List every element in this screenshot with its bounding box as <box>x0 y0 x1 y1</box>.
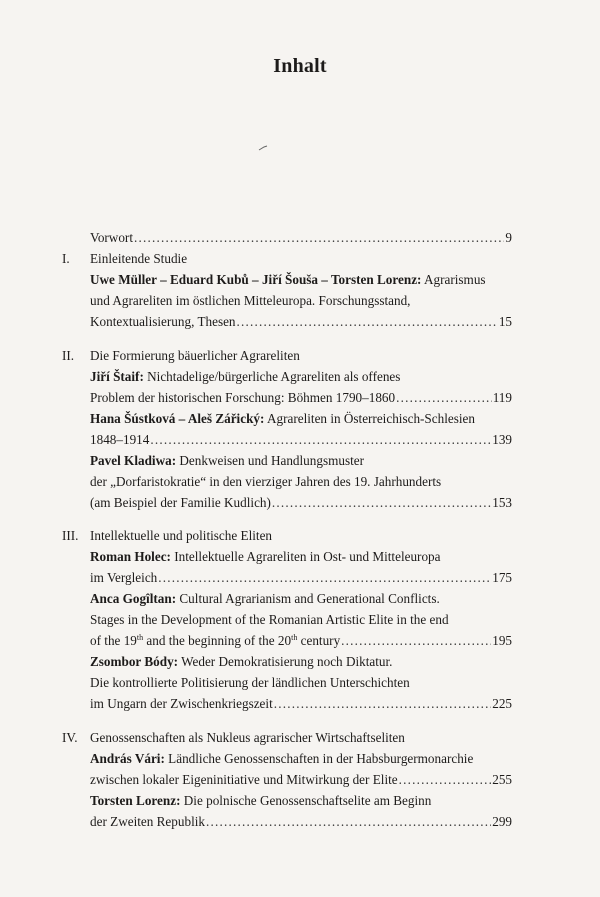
entry-authors: Torsten Lorenz: <box>90 793 181 808</box>
page-number: 153 <box>492 495 512 510</box>
toc-entry-line[interactable]: im Ungarn der Zwischenkriegszeit ..... 225 <box>90 695 512 713</box>
section-numeral: III. <box>62 528 79 543</box>
page-number: 119 <box>492 390 512 405</box>
entry-authors: Zsombor Bódy: <box>90 654 179 669</box>
section-numeral: IV. <box>62 730 78 745</box>
page-number: 299 <box>492 814 512 829</box>
page-number: 139 <box>492 432 512 447</box>
entry-authors: András Vári: <box>90 751 165 766</box>
page-number: 15 <box>498 314 512 329</box>
toc-entry-line[interactable]: Uwe Müller – Eduard Kubů – Jiří Šouša – Torsten Lorenz: Agrarismus <box>90 272 486 287</box>
toc-entry-line[interactable]: Kontextualisierung, Thesen ..... 15 <box>90 313 512 331</box>
page-number: 9 <box>505 230 512 245</box>
toc-entry-line[interactable]: 1848–1914 ..... 139 <box>90 431 512 449</box>
entry-authors: Pavel Kladiwa: <box>90 453 177 468</box>
toc-entry-line[interactable]: Torsten Lorenz: Die polnische Genossenschaftselite am Beginn <box>90 793 432 808</box>
dot-leader <box>134 229 504 247</box>
entry-authors: Roman Holec: <box>90 549 171 564</box>
toc-entry-line: Stages in the Development of the Romanian Artistic Elite in the end <box>90 612 449 627</box>
page-number: 195 <box>492 633 512 648</box>
page-number: 175 <box>492 570 512 585</box>
toc-entry-line: und Agrareliten im östlichen Mitteleuropa. Forschungsstand, <box>90 293 411 308</box>
toc-entry-line[interactable]: Roman Holec: Intellektuelle Agrareliten in Ost- und Mitteleuropa <box>90 549 441 564</box>
dot-leader <box>158 569 491 587</box>
page-number: 255 <box>492 772 512 787</box>
toc-entry-line[interactable]: András Vári: Ländliche Genossenschaften in der Habsburgermonarchie <box>90 751 474 766</box>
dot-leader <box>274 695 491 713</box>
dot-leader <box>341 632 491 650</box>
toc-entry-line[interactable]: im Vergleich ..... 175 <box>90 569 512 587</box>
toc-entry-line[interactable]: (am Beispiel der Familie Kudlich) ..... 153 <box>90 494 512 512</box>
entry-authors: Uwe Müller – Eduard Kubů – Jiří Šouša – Torsten Lorenz: <box>90 272 422 287</box>
toc-entry-line[interactable]: Zsombor Bódy: Weder Demokratisierung noch Diktatur. <box>90 654 393 669</box>
section-heading: Einleitende Studie <box>90 251 188 266</box>
page-number: 225 <box>492 696 512 711</box>
toc-entry-line[interactable]: Pavel Kladiwa: Denkweisen und Handlungsmuster <box>90 453 364 468</box>
toc-entry-line[interactable]: Anca Gogîltan: Cultural Agrarianism and Generational Conflicts. <box>90 591 440 606</box>
toc-entry-line: der „Dorfaristokratie“ in den vierziger Jahren des 19. Jahrhunderts <box>90 474 442 489</box>
toc-entry-line[interactable]: zwischen lokaler Eigeninitiative und Mitwirkung der Elite ..... 255 <box>90 771 512 789</box>
toc-entry-line[interactable]: Jiří Štaif: Nichtadelige/bürgerliche Agrareliten als offenes <box>90 369 401 384</box>
page-title: Inhalt <box>273 55 327 77</box>
toc-entry-line[interactable]: Hana Šústková – Aleš Zářický: Agrareliten in Österreichisch-Schlesien <box>90 411 475 426</box>
toc-entry-line[interactable]: of the 19th and the beginning of the 20th century ..... 195 <box>90 632 512 650</box>
section-heading: Die Formierung bäuerlicher Agrareliten <box>90 348 300 363</box>
section-numeral: I. <box>62 251 70 266</box>
dot-leader <box>399 771 492 789</box>
dot-leader <box>206 813 491 831</box>
ink-mark <box>258 145 268 151</box>
toc-entry-line[interactable]: der Zweiten Republik ..... 299 <box>90 813 512 831</box>
toc-entry-line[interactable]: Problem der historischen Forschung: Böhmen 1790–1860 ..... 119 <box>90 389 512 407</box>
section-heading: Genossenschaften als Nukleus agrarischer Wirtschaftseliten <box>90 730 405 745</box>
entry-authors: Hana Šústková – Aleš Zářický: <box>90 411 265 426</box>
dot-leader <box>396 389 492 407</box>
toc-entry-line: Die kontrollierte Politisierung der ländlichen Unterschichten <box>90 675 410 690</box>
section-heading: Intellektuelle und politische Eliten <box>90 528 273 543</box>
dot-leader <box>150 431 491 449</box>
toc-entry-vorwort[interactable]: Vorwort ..... 9 <box>90 229 512 247</box>
entry-authors: Jiří Štaif: <box>90 369 144 384</box>
dot-leader <box>272 494 491 512</box>
section-numeral: II. <box>62 348 75 363</box>
dot-leader <box>237 313 498 331</box>
entry-authors: Anca Gogîltan: <box>90 591 177 606</box>
